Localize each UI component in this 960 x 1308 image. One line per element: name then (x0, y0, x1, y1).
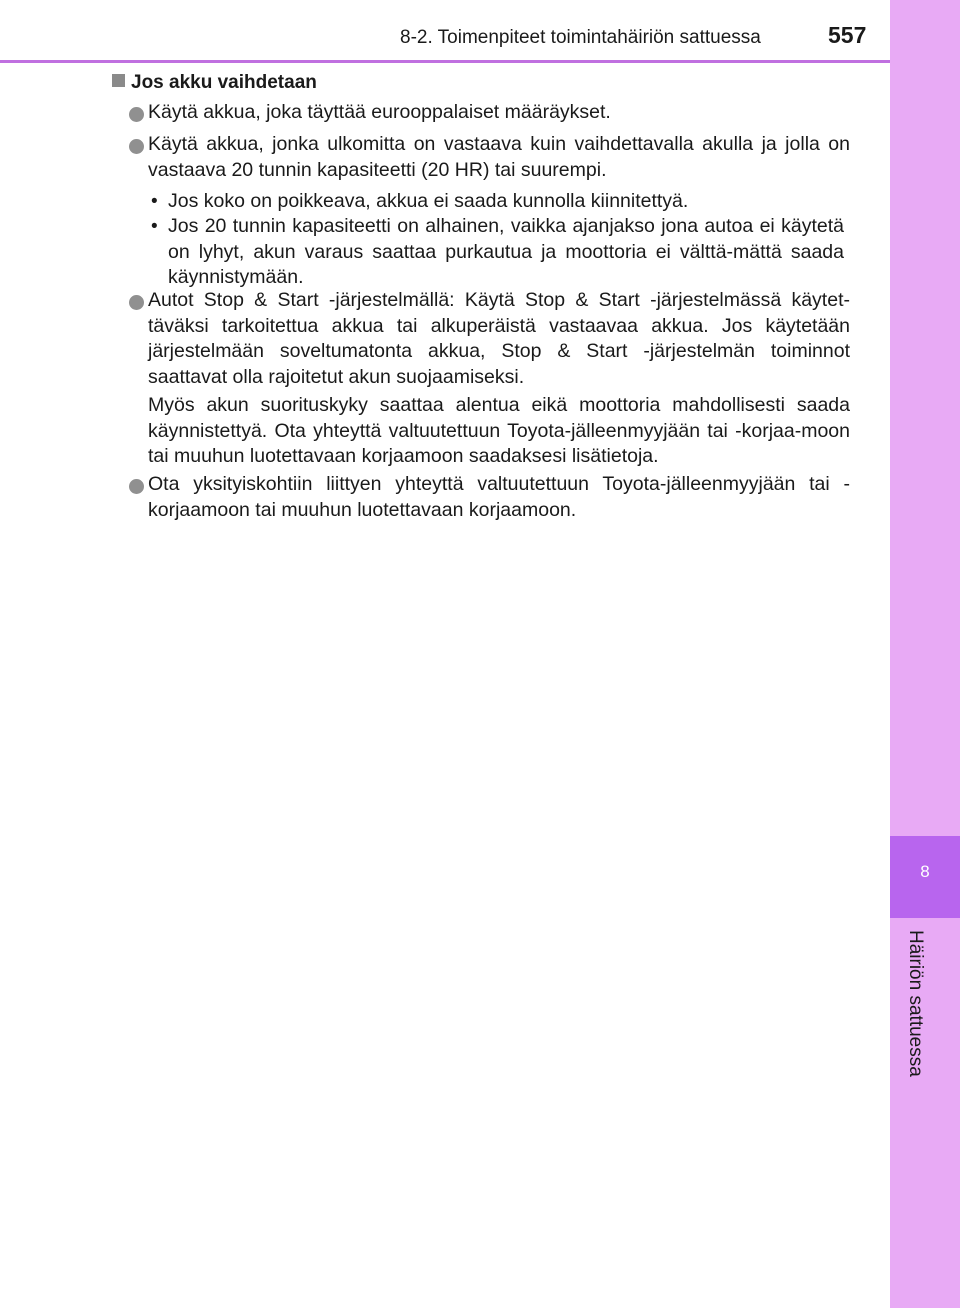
sub-bullet-icon: • (151, 191, 158, 212)
list-item: Ota yksityiskohtiin liittyen yhteyttä valtuutettuun Toyota-jälleenmyyjään tai -korjaamoon tai muuhun luotettavaan korjaamoon. (148, 473, 850, 521)
side-tab (890, 0, 960, 1308)
circle-bullet-icon (129, 139, 144, 154)
circle-bullet-icon (129, 295, 144, 310)
page-number: 557 (828, 22, 867, 48)
section-heading (112, 72, 317, 94)
header-rule (0, 60, 890, 63)
sub-bullet-icon: • (151, 216, 158, 237)
sub-list-item: Jos 20 tunnin kapasiteetti on alhainen, vaikka ajanjakso jona autoa ei käytetä on lyhyt, akun varaus saattaa purkautua ja moottoria ei välttä-mättä saada käynnistymään. (168, 215, 844, 288)
header-title: 8-2. Toimenpiteet toimintahäiriön sattuessa (400, 27, 761, 48)
chapter-number: 8 (920, 862, 930, 881)
chapter-label: Häiriön sattuessa (905, 930, 926, 1077)
circle-bullet-icon (129, 479, 144, 494)
list-item: Käytä akkua, joka täyttää eurooppalaiset määräykset. (148, 101, 611, 123)
square-bullet-icon (112, 74, 125, 87)
sub-list-item: Jos koko on poikkeava, akkua ei saada kunnolla kiinnitettyä. (168, 190, 689, 212)
section-heading-text: Jos akku vaihdetaan (131, 72, 317, 93)
circle-bullet-icon (129, 107, 144, 122)
list-item: Käytä akkua, jonka ulkomitta on vastaava kuin vaihdettavalla akulla ja jolla on vastaava 20 tunnin kapasiteetti (20 HR) tai suurempi. (148, 133, 850, 181)
list-item: Autot Stop & Start -järjestelmällä: Käytä Stop & Start -järjestelmässä käytet-täväksi tarkoitettua akkua tai alkuperäistä vastaavaa akkua. Jos käytetään järjestelmään soveltumatonta akkua, Stop & Start -järjestelmän toiminnot saattavat olla rajoitetut akun suojaamiseksi. (148, 289, 850, 388)
note-paragraph: Myös akun suorituskyky saattaa alentua eikä moottoria mahdollisesti saada käynnistettyä. Ota yhteyttä valtuutettuun Toyota-jälleenmyyjään tai -korjaa-moon tai muuhun luotettavaan korjaamoon saadaksesi lisätietoja. (148, 394, 850, 467)
